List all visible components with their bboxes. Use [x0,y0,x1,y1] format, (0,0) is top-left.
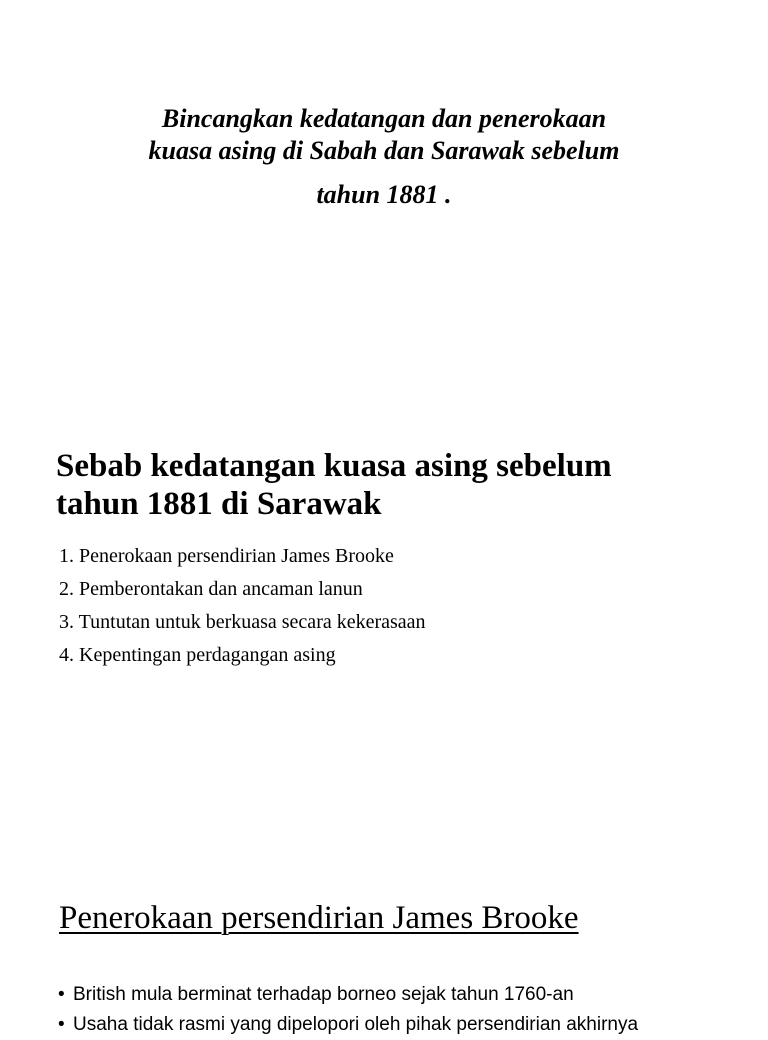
james-brooke-bullets [58,980,748,1040]
bullet-item-1 [58,980,748,1010]
main-title-line-2: kuasa asing di Sabah dan Sarawak sebelum [148,136,620,165]
cause-item-2: 2. Pemberontakan dan ancaman lanun [59,578,363,600]
causes-list [59,540,426,672]
bullet-text: British mula berminat terhadap borneo sejak tahun 1760-an [73,984,574,1005]
james-brooke-heading: Penerokaan persendirian James Brooke [59,900,579,936]
main-title-line-1: Bincangkan kedatangan dan penerokaan [161,104,607,133]
cause-item-3: 3. Tuntutan untuk berkuasa secara kekerasaan [59,611,426,633]
causes-heading-line-1: Sebab kedatangan kuasa asing sebelum [56,448,612,484]
main-title [84,103,684,211]
main-title-line-3: tahun 1881 . [316,180,452,209]
james-brooke-slide [0,860,768,1035]
causes-heading [56,447,736,523]
bullet-item-2 [58,1010,748,1040]
title-slide [0,0,768,420]
causes-slide [0,420,768,860]
bullet-text: Usaha tidak rasmi yang dipelopori oleh pihak persendirian akhirnya [73,1014,639,1035]
cause-item-4: 4. Kepentingan perdagangan asing [59,644,336,666]
cause-item-1: 1. Penerokaan persendirian James Brooke [59,545,394,567]
bullet-dot-icon: • [58,984,65,1005]
bullet-dot-icon: • [58,1014,65,1035]
causes-heading-line-2: tahun 1881 di Sarawak [56,486,382,522]
